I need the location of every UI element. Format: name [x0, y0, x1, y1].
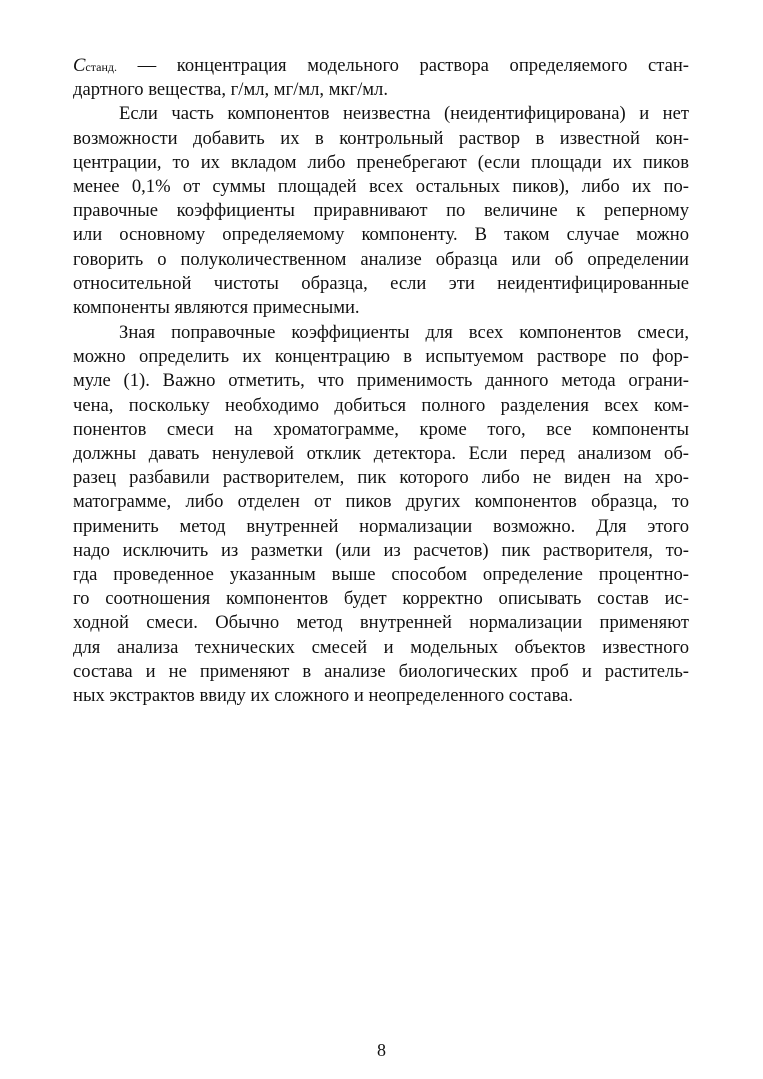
text-line: центрации, то их вкладом либо пренебрегают (если площади их пиков [73, 151, 689, 173]
text-line: относительной чистоты образца, если эти неидентифицированные [73, 272, 689, 294]
text-line: можно определить их концентрацию в испытуемом растворе по фор- [73, 346, 689, 368]
paragraph-2 [73, 321, 689, 708]
text-line: возможности добавить их в контрольный раствор в известной кон- [73, 127, 689, 149]
page-body [73, 54, 689, 708]
text-line: применить метод внутренней нормализации возможно. Для этого [73, 515, 689, 537]
text-line: надо исключить из разметки (или из расчетов) пик растворителя, то- [73, 539, 689, 561]
page-number: 8 [377, 1040, 386, 1060]
text-line: ных экстрактов ввиду их сложного и неопределенного состава. [73, 684, 574, 706]
text-line: для анализа технических смесей и модельных объектов известного [73, 636, 689, 658]
text-line: Зная поправочные коэффициенты для всех компонентов смеси, [119, 322, 689, 344]
text-line: гда проведенное указанным выше способом определение процентно- [73, 563, 689, 585]
text-line: состава и не применяют в анализе биологических проб и раститель- [73, 660, 689, 682]
text-line: Если часть компонентов неизвестна (неидентифицирована) и нет [119, 103, 689, 125]
definition-line-2: дартного вещества, г/мл, мг/мл, мкг/мл. [73, 79, 388, 101]
paragraph-1 [73, 102, 689, 320]
text-line: компоненты являются примесными. [73, 296, 360, 318]
text-line: го соотношения компонентов будет корректно описывать состав ис- [73, 588, 689, 610]
text-line: чена, поскольку необходимо добиться полного разделения всех ком- [73, 394, 689, 416]
text-line: муле (1). Важно отметить, что применимость данного метода ограни- [73, 370, 689, 392]
definition-line-1 [73, 54, 689, 78]
text-line: правочные коэффициенты приравнивают по величине к реперному [73, 200, 689, 222]
text-line: говорить о полуколичественном анализе образца или об определении [73, 248, 689, 270]
text-line: менее 0,1% от суммы площадей всех остальных пиков), либо их по- [73, 175, 689, 197]
text-line: матограмме, либо отделен от пиков других компонентов образца, то [73, 491, 689, 513]
text-line: или основному определяемому компоненту. В таком случае можно [73, 224, 689, 246]
definition-text: — концентрация модельного раствора определяемого стан- [116, 55, 689, 76]
text-line: ходной смеси. Обычно метод внутренней нормализации применяют [73, 612, 689, 634]
text-line: должны давать ненулевой отклик детектора. Если перед анализом об- [73, 443, 689, 464]
variable-symbol: C [73, 55, 86, 76]
text-line: понентов смеси на хроматограмме, кроме того, все компоненты [73, 418, 689, 440]
text-line: разец разбавили растворителем, пик которого либо не виден на хро- [73, 467, 689, 489]
variable-subscript: станд. [85, 60, 117, 74]
